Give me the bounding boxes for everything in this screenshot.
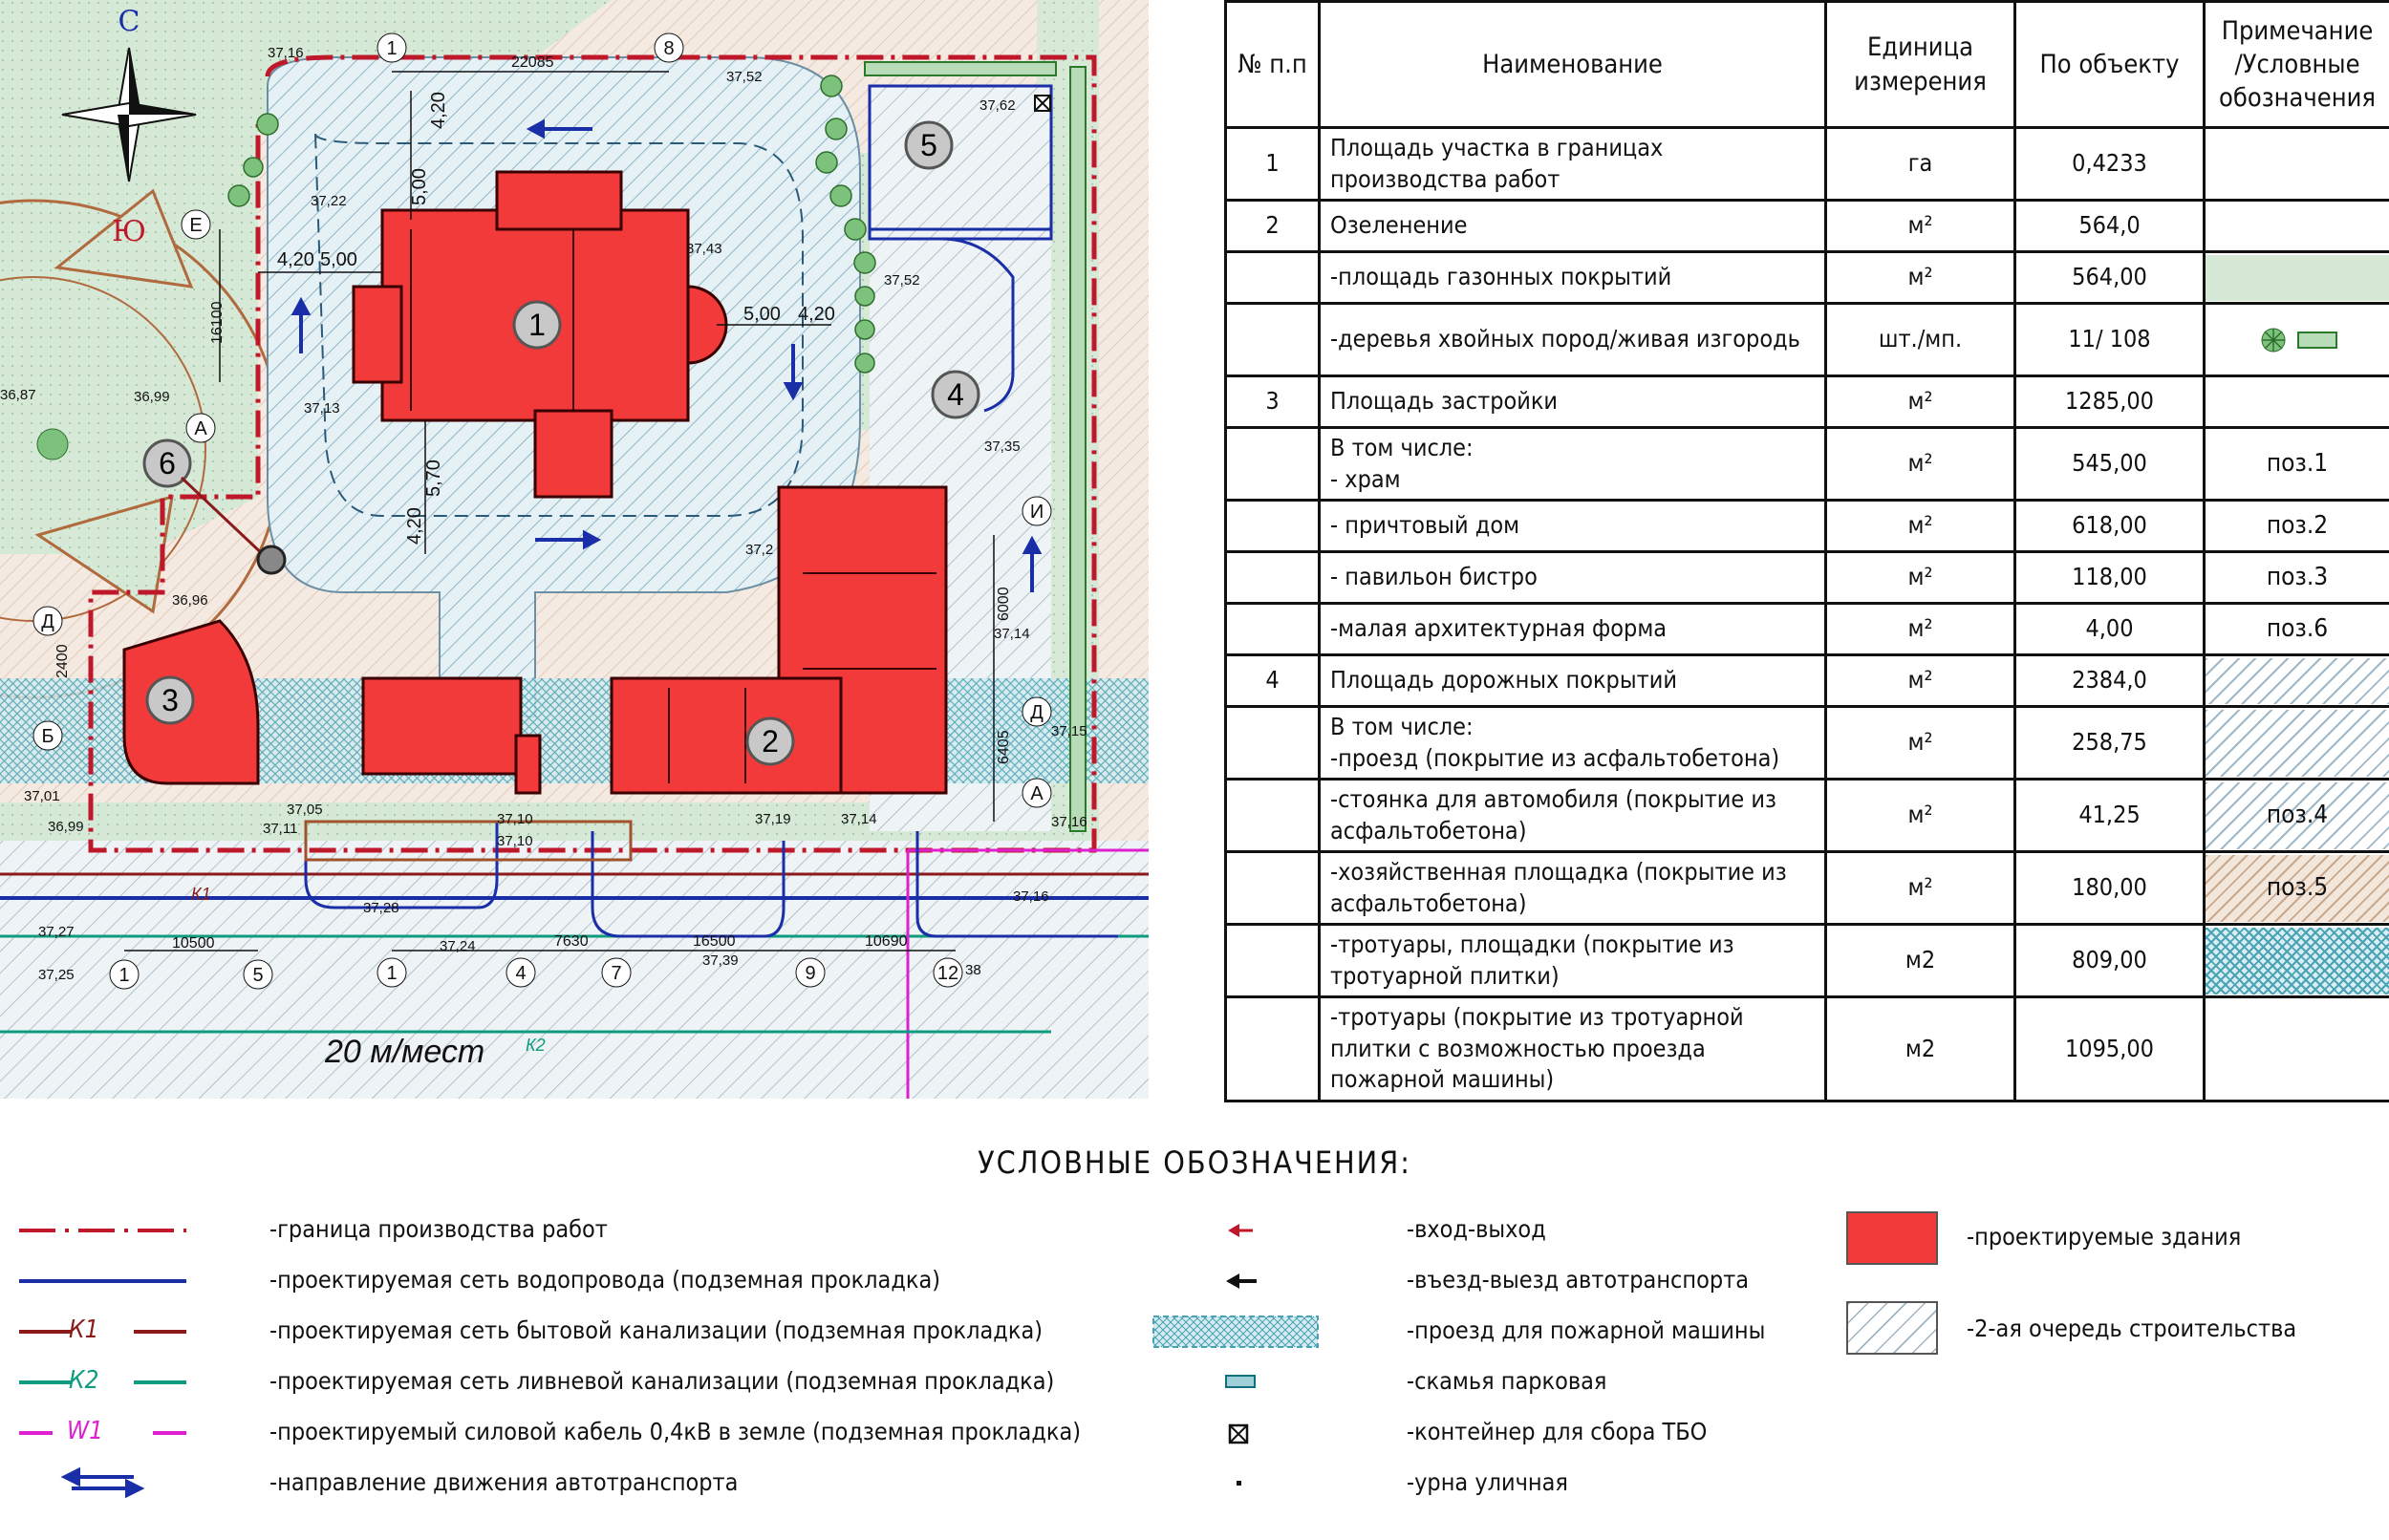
park-bench-icon: [1226, 1376, 1255, 1387]
elevation-mark: 36,99: [48, 819, 84, 835]
cell-unit: м²: [1826, 604, 2015, 655]
axis-bubble: [110, 960, 139, 989]
table-row: [1226, 128, 2389, 201]
elevation-mark: 37,10: [497, 811, 533, 827]
dimension-label: 2400: [54, 644, 71, 678]
elevation-mark: 37,28: [363, 900, 399, 916]
axis-bubble: [377, 33, 406, 62]
elevation-mark: 37,13: [304, 400, 340, 417]
cell-number: [1226, 707, 1320, 780]
axis-bubble: [655, 33, 683, 62]
dimension-label: 10500: [172, 935, 215, 952]
svg-text:Б: Б: [41, 726, 54, 747]
cell-number: 3: [1226, 376, 1320, 428]
elevation-mark: 36,96: [172, 592, 208, 609]
cell-note: [2205, 604, 2389, 655]
legend-point-symbols: [1151, 1211, 1328, 1498]
table-row: [1226, 304, 2389, 376]
traffic-direction-icon: [65, 1470, 140, 1495]
svg-text:1: 1: [386, 963, 398, 984]
cell-value: 1285,00: [2015, 376, 2205, 428]
legend-second-stage-text: -2-ая очередь строительства: [1967, 1315, 2297, 1342]
cell-unit: м²: [1826, 201, 2015, 252]
cell-name: -тротуары (покрытие из тротуарной плитки с возможностью проезда пожарной машины): [1320, 997, 1826, 1102]
cell-value: 545,00: [2015, 428, 2205, 501]
elevation-mark: 37,11: [263, 821, 298, 837]
dimension-label: 22085: [511, 54, 554, 71]
elevation-mark: 37,62: [979, 97, 1016, 114]
axis-bubble: [1022, 697, 1051, 726]
cell-value: 1095,00: [2015, 997, 2205, 1102]
axis-bubble: [244, 960, 272, 989]
elevation-mark: 37,2: [745, 542, 774, 558]
compass-north: С: [118, 5, 140, 38]
elevation-mark: 37,19: [755, 811, 791, 827]
axis-bubble: [33, 721, 62, 750]
cell-unit: м²: [1826, 655, 2015, 707]
cell-unit: шт./мп.: [1826, 304, 2015, 376]
note-label: поз.5: [2266, 872, 2329, 902]
axis-bubble: [186, 414, 215, 442]
legend-water-text: -проектируемая сеть водопровода (подземная прокладка): [269, 1266, 941, 1294]
cell-value: 11/ 108: [2015, 304, 2205, 376]
note-label: поз.1: [2266, 448, 2329, 478]
dimension-label: 6405: [996, 730, 1012, 764]
cell-number: [1226, 997, 1320, 1102]
cell-name: Площадь дорожных покрытий: [1320, 655, 1826, 707]
cell-number: 2: [1226, 201, 1320, 252]
cell-value: 118,00: [2015, 552, 2205, 604]
cell-value: 2384,0: [2015, 655, 2205, 707]
cell-unit: м²: [1826, 852, 2015, 925]
svg-text:12: 12: [936, 963, 959, 984]
second-stage-swatch: [1846, 1301, 1938, 1355]
legend-line-symbols: [19, 1211, 191, 1498]
cell-number: [1226, 552, 1320, 604]
table-row: [1226, 552, 2389, 604]
cell-name: -хозяйственная площадка (покрытие из асфальтобетона): [1320, 852, 1826, 925]
object-marker-1: [514, 302, 560, 348]
site-plan: [0, 0, 1149, 1099]
axis-bubble: [934, 958, 962, 987]
dimension-label: 5,00: [409, 168, 430, 205]
designed-building-swatch: [1846, 1211, 1938, 1265]
elevation-mark: 36,87: [0, 387, 36, 403]
vehicle-entry-icon: [1226, 1273, 1257, 1289]
col-header-note: Примечание /Условные обозначения: [2205, 2, 2389, 128]
note-label: поз.6: [2266, 613, 2329, 643]
axis-bubble: [1022, 497, 1051, 525]
legend-direction-text: -направление движения автотранспорта: [269, 1468, 739, 1496]
parking-label: 20 м/мест: [325, 1034, 485, 1070]
table-row: [1226, 252, 2389, 304]
cell-name: В том числе: -проезд (покрытие из асфальтобетона): [1320, 707, 1826, 780]
axis-bubble: [33, 607, 62, 635]
cell-note: [2205, 925, 2389, 997]
svg-text:7: 7: [611, 963, 622, 984]
svg-text:1: 1: [528, 308, 546, 342]
svg-text:9: 9: [805, 963, 816, 984]
axis-bubble: [1022, 779, 1051, 807]
cell-number: [1226, 925, 1320, 997]
svg-text:А: А: [194, 418, 207, 439]
cell-unit: м²: [1826, 707, 2015, 780]
cell-value: 41,25: [2015, 780, 2205, 852]
svg-text:5: 5: [920, 128, 937, 162]
elevation-mark: 37,39: [702, 952, 739, 969]
elevation-mark: 36,99: [134, 389, 170, 405]
svg-text:Д: Д: [41, 611, 54, 632]
cell-value: 618,00: [2015, 501, 2205, 552]
table-row: [1226, 376, 2389, 428]
compass-south: Ю: [112, 215, 146, 248]
street-urn-icon: [1237, 1481, 1241, 1486]
cell-number: [1226, 604, 1320, 655]
table-row: [1226, 201, 2389, 252]
elevation-mark: 38: [965, 962, 981, 978]
dimension-label: 4,20: [277, 249, 314, 270]
cell-name: Площадь участка в границах производства работ: [1320, 128, 1826, 201]
cell-number: [1226, 252, 1320, 304]
elevation-mark: 37,43: [686, 241, 722, 257]
svg-text:8: 8: [663, 38, 675, 59]
cell-note: [2205, 997, 2389, 1102]
cell-note: [2205, 252, 2389, 304]
cell-number: [1226, 501, 1320, 552]
elevation-mark: 37,24: [440, 938, 476, 954]
elevation-mark: 37,16: [1013, 888, 1049, 905]
cell-note: [2205, 128, 2389, 201]
cell-number: [1226, 304, 1320, 376]
cell-note: [2205, 501, 2389, 552]
dimension-label: 16500: [693, 933, 736, 950]
svg-text:2: 2: [762, 724, 779, 759]
table-row: [1226, 655, 2389, 707]
dimension-label: 5,70: [423, 460, 444, 497]
axis-bubble: [377, 958, 406, 987]
legend-urn-text: -урна уличная: [1407, 1468, 1568, 1496]
cell-unit: м²: [1826, 428, 2015, 501]
cell-value: 0,4233: [2015, 128, 2205, 201]
cell-name: -площадь газонных покрытий: [1320, 252, 1826, 304]
table-row: [1226, 852, 2389, 925]
cell-note: [2205, 780, 2389, 852]
legend-bench-text: -скамья парковая: [1407, 1367, 1607, 1395]
legend-container-text: -контейнер для сбора ТБО: [1407, 1418, 1708, 1445]
cell-value: 4,00: [2015, 604, 2205, 655]
col-header-value: По объекту: [2015, 2, 2205, 128]
storm-code: К2: [69, 1366, 99, 1395]
dimension-label: 7630: [554, 933, 589, 950]
cell-unit: м²: [1826, 501, 2015, 552]
cell-name: - причтовый дом: [1320, 501, 1826, 552]
col-header-unit: Единица измерения: [1826, 2, 2015, 128]
legend-building-text: -проектируемые здания: [1967, 1223, 2242, 1251]
elevation-mark: 37,15: [1051, 723, 1087, 739]
service-yard: [870, 86, 1051, 229]
table-row: [1226, 997, 2389, 1102]
axis-bubble: [506, 958, 535, 987]
cell-note: [2205, 852, 2389, 925]
table-row: [1226, 501, 2389, 552]
cell-value: 180,00: [2015, 852, 2205, 925]
cell-value: 258,75: [2015, 707, 2205, 780]
cell-unit: м²: [1826, 252, 2015, 304]
power-code: W1: [67, 1417, 104, 1445]
entrance-arrow-icon: [1228, 1224, 1253, 1237]
object-marker-5: [906, 122, 952, 168]
cell-name: В том числе: - храм: [1320, 428, 1826, 501]
axis-bubble: [602, 958, 631, 987]
elevation-mark: 37,14: [841, 811, 877, 827]
note-label: поз.4: [2266, 800, 2329, 829]
table-row: [1226, 780, 2389, 852]
cell-unit: м2: [1826, 925, 2015, 997]
elevation-mark: 37,27: [38, 924, 75, 940]
cell-note: [2205, 304, 2389, 376]
elevation-mark: 37,16: [268, 45, 304, 61]
cell-number: [1226, 852, 1320, 925]
cell-unit: га: [1826, 128, 2015, 201]
legend-storm-text: -проектируемая сеть ливневой канализации (подземная прокладка): [269, 1367, 1055, 1395]
elevation-mark: 37,52: [726, 69, 763, 85]
elevation-mark: 37,05: [287, 802, 323, 818]
cell-name: -тротуары, площадки (покрытие из тротуарной плитки): [1320, 925, 1826, 997]
explication-table: [1224, 0, 2389, 1099]
legend-boundary-text: -граница производства работ: [269, 1215, 608, 1243]
elevation-mark: 37,16: [1051, 814, 1087, 830]
svg-text:3: 3: [161, 683, 179, 717]
legend-power-text: -проектируемый силовой кабель 0,4кВ в земле (подземная прокладка): [269, 1418, 1082, 1445]
svg-text:И: И: [1029, 502, 1044, 523]
cell-value: 564,0: [2015, 201, 2205, 252]
table-row: [1226, 925, 2389, 997]
cell-note: [2205, 201, 2389, 252]
col-header-name: Наименование: [1320, 2, 1826, 128]
col-header-number: № п.п: [1226, 2, 1320, 128]
cell-unit: м²: [1826, 552, 2015, 604]
dimension-label: 4,20: [798, 304, 835, 325]
cell-name: -малая архитектурная форма: [1320, 604, 1826, 655]
svg-text:А: А: [1030, 783, 1044, 804]
elevation-mark: 37,22: [311, 193, 347, 209]
object-marker-4: [933, 372, 979, 417]
elevation-mark: 37,14: [994, 626, 1030, 642]
sewer-code: К1: [69, 1315, 99, 1344]
cell-note: [2205, 376, 2389, 428]
svg-text:1: 1: [386, 38, 398, 59]
dimension-label: 16100: [209, 301, 226, 344]
cell-number: [1226, 428, 1320, 501]
cell-note: [2205, 655, 2389, 707]
table-row: [1226, 428, 2389, 501]
dimension-label: 4,20: [428, 92, 449, 129]
dimension-label: 4,20: [404, 507, 425, 545]
legend-fire-lane-text: -проезд для пожарной машины: [1407, 1316, 1766, 1344]
legend-title: УСЛОВНЫЕ ОБОЗНАЧЕНИЯ:: [978, 1144, 1411, 1181]
object-marker-3: [147, 677, 193, 723]
waste-bin-icon: [1230, 1425, 1247, 1443]
note-label: поз.3: [2266, 562, 2329, 591]
cell-value: 809,00: [2015, 925, 2205, 997]
legend: [0, 1099, 2389, 1540]
dimension-label: 5,00: [743, 304, 781, 325]
svg-text:4: 4: [515, 963, 527, 984]
cell-name: Площадь застройки: [1320, 376, 1826, 428]
svg-text:6: 6: [159, 446, 176, 481]
axis-bubble: [182, 210, 210, 239]
cell-unit: м2: [1826, 997, 2015, 1102]
cell-value: 564,00: [2015, 252, 2205, 304]
cell-note: [2205, 552, 2389, 604]
svg-text:5: 5: [252, 965, 264, 986]
cell-note: [2205, 707, 2389, 780]
cell-number: 1: [1226, 128, 1320, 201]
elevation-mark: 37,35: [984, 438, 1021, 455]
elevation-mark: 37,25: [38, 967, 75, 983]
note-label: поз.2: [2266, 510, 2329, 540]
cell-name: Озеленение: [1320, 201, 1826, 252]
table-row: [1226, 707, 2389, 780]
cell-number: 4: [1226, 655, 1320, 707]
elevation-mark: 37,01: [24, 788, 60, 804]
legend-sewer-text: -проектируемая сеть бытовой канализации (подземная прокладка): [269, 1316, 1043, 1344]
dimension-label: 10690: [865, 933, 908, 950]
axis-bubble: [796, 958, 825, 987]
dimension-label: 5,00: [320, 249, 357, 270]
sewer-tag: К1: [191, 885, 211, 904]
legend-vehicle-entry-text: -въезд-выезд автотранспорта: [1407, 1266, 1750, 1294]
svg-text:4: 4: [947, 377, 964, 412]
cell-unit: м²: [1826, 376, 2015, 428]
dimension-label: 6000: [996, 587, 1012, 621]
svg-text:Е: Е: [189, 215, 203, 236]
cell-number: [1226, 780, 1320, 852]
svg-text:Д: Д: [1030, 702, 1044, 723]
fire-lane-icon: [1153, 1316, 1318, 1347]
legend-entrance-text: -вход-выход: [1407, 1215, 1546, 1243]
storm-sewer-tag: К2: [526, 1036, 546, 1055]
elevation-mark: 37,10: [497, 833, 533, 849]
cell-note: [2205, 428, 2389, 501]
cell-name: - павильон бистро: [1320, 552, 1826, 604]
conifer-tree-icon: [2254, 324, 2340, 356]
elevation-mark: 37,52: [884, 272, 920, 289]
cell-name: -стоянка для автомобиля (покрытие из асфальтобетона): [1320, 780, 1826, 852]
table-row: [1226, 604, 2389, 655]
svg-text:1: 1: [118, 965, 130, 986]
cell-unit: м²: [1826, 780, 2015, 852]
cell-name: -деревья хвойных пород/живая изгородь: [1320, 304, 1826, 376]
object-marker-2: [747, 718, 793, 764]
